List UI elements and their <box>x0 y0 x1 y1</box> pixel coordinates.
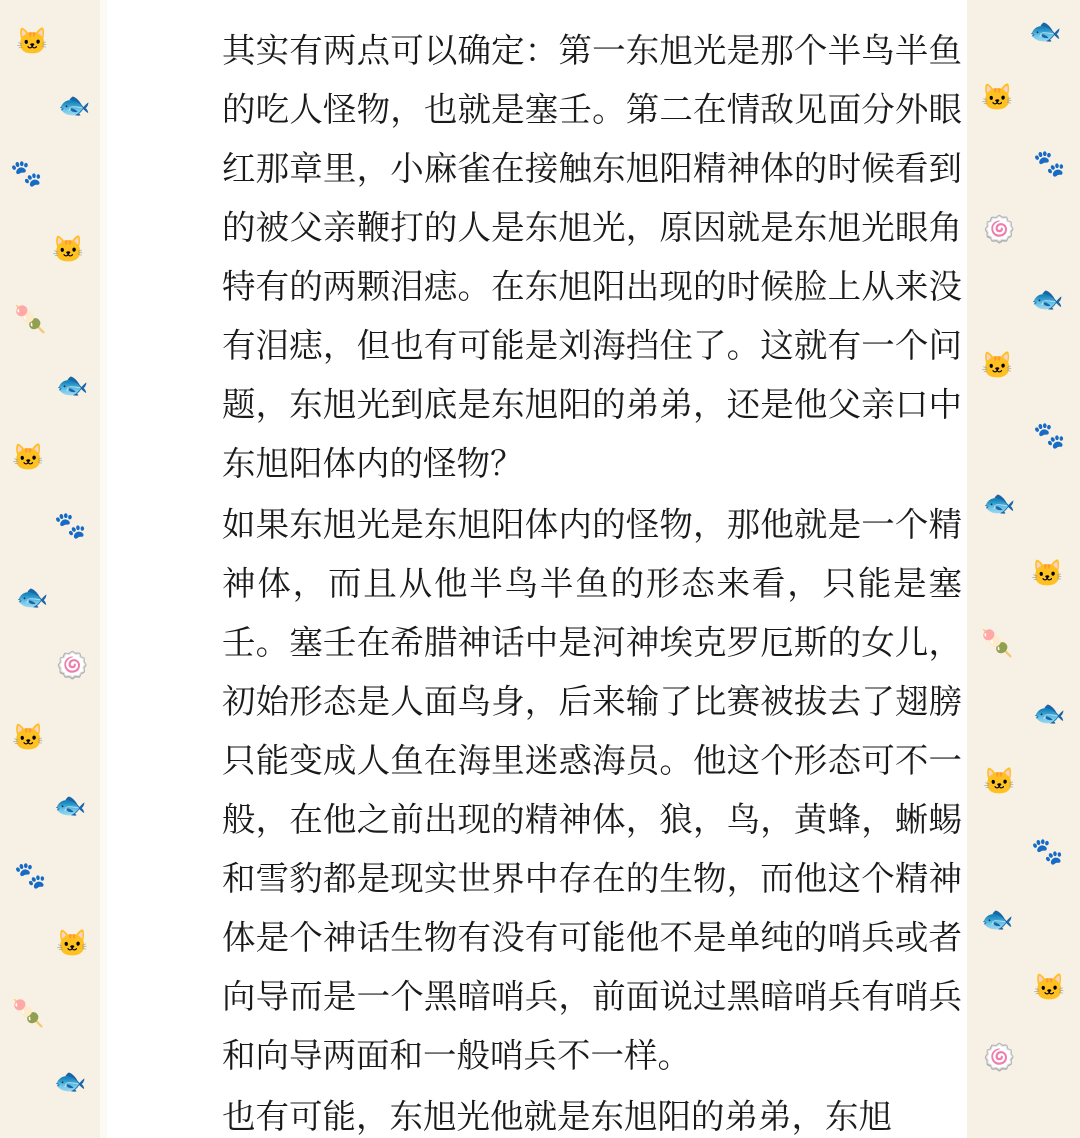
cat-icon: 🐱 <box>981 350 1014 380</box>
content-card <box>107 0 967 1138</box>
cat-icon: 🐱 <box>12 722 45 752</box>
article-body <box>222 22 962 1138</box>
paw-icon: 🐾 <box>1033 420 1066 450</box>
cat-icon: 🐱 <box>56 928 89 958</box>
fish-icon: 🐟 <box>58 90 91 120</box>
paragraph: 其实有两点可以确定：第一东旭光是那个半鸟半鱼的吃人怪物，也就是塞壬。第二在情敌见面分外眼红那章里，小麻雀在接触东旭阳精神体的时候看到的被父亲鞭打的人是东旭光，原因就是东旭光眼角特有的两颗泪痣。在东旭阳出现的时候脸上从来没有泪痣，但也有可能是刘海挡住了。这就有一个问题，东旭光到底是东旭阳的弟弟，还是他父亲口中东旭阳体内的怪物？ <box>222 33 962 483</box>
decorative-pattern-right <box>967 0 1080 1138</box>
swirl-icon: 🍥 <box>983 1042 1016 1072</box>
divider-left <box>100 0 107 1138</box>
cat-icon: 🐱 <box>16 26 49 56</box>
paw-icon: 🐾 <box>10 158 43 188</box>
fish-icon: 🐟 <box>1029 16 1062 46</box>
decorative-pattern-left <box>0 0 100 1138</box>
cat-icon: 🐱 <box>1031 558 1064 588</box>
fish-icon: 🐟 <box>983 488 1016 518</box>
cat-icon: 🐱 <box>1033 972 1066 1002</box>
paw-icon: 🐾 <box>1031 836 1064 866</box>
paw-icon: 🐾 <box>1033 148 1066 178</box>
fish-icon: 🐟 <box>54 790 87 820</box>
fish-icon: 🐟 <box>1031 284 1064 314</box>
rice-cake-icon: 🍡 <box>12 998 45 1028</box>
paw-icon: 🐾 <box>14 860 47 890</box>
paw-icon: 🐾 <box>54 510 87 540</box>
swirl-icon: 🍥 <box>983 214 1016 244</box>
cat-icon: 🐱 <box>981 82 1014 112</box>
fish-icon: 🐟 <box>54 1066 87 1096</box>
fish-icon: 🐟 <box>981 904 1014 934</box>
fish-icon: 🐟 <box>16 582 49 612</box>
cat-icon: 🐱 <box>52 234 85 264</box>
rice-cake-icon: 🍡 <box>14 304 47 334</box>
rice-cake-icon: 🍡 <box>981 628 1014 658</box>
paragraph: 如果东旭光是东旭阳体内的怪物，那他就是一个精神体，而且从他半鸟半鱼的形态来看，只能是塞壬。塞壬在希腊神话中是河神埃克罗厄斯的女儿，初始形态是人面鸟身，后来输了比赛被拔去了翅膀只能变成人鱼在海里迷惑海员。他这个形态可不一般，在他之前出现的精神体，狼，鸟，黄蜂，蜥蜴和雪豹都是现实世界中存在的生物，而他这个精神体是个神话生物有没有可能他不是单纯的哨兵或者向导而是一个黑暗哨兵，前面说过黑暗哨兵有哨兵和向导两面和一般哨兵不一样。 <box>222 507 962 1075</box>
paragraph: 也有可能，东旭光他就是东旭阳的弟弟，东旭 <box>222 1099 892 1136</box>
fish-icon: 🐟 <box>56 370 89 400</box>
swirl-icon: 🍥 <box>56 650 89 680</box>
fish-icon: 🐟 <box>1033 698 1066 728</box>
cat-icon: 🐱 <box>12 442 45 472</box>
cat-icon: 🐱 <box>983 766 1016 796</box>
